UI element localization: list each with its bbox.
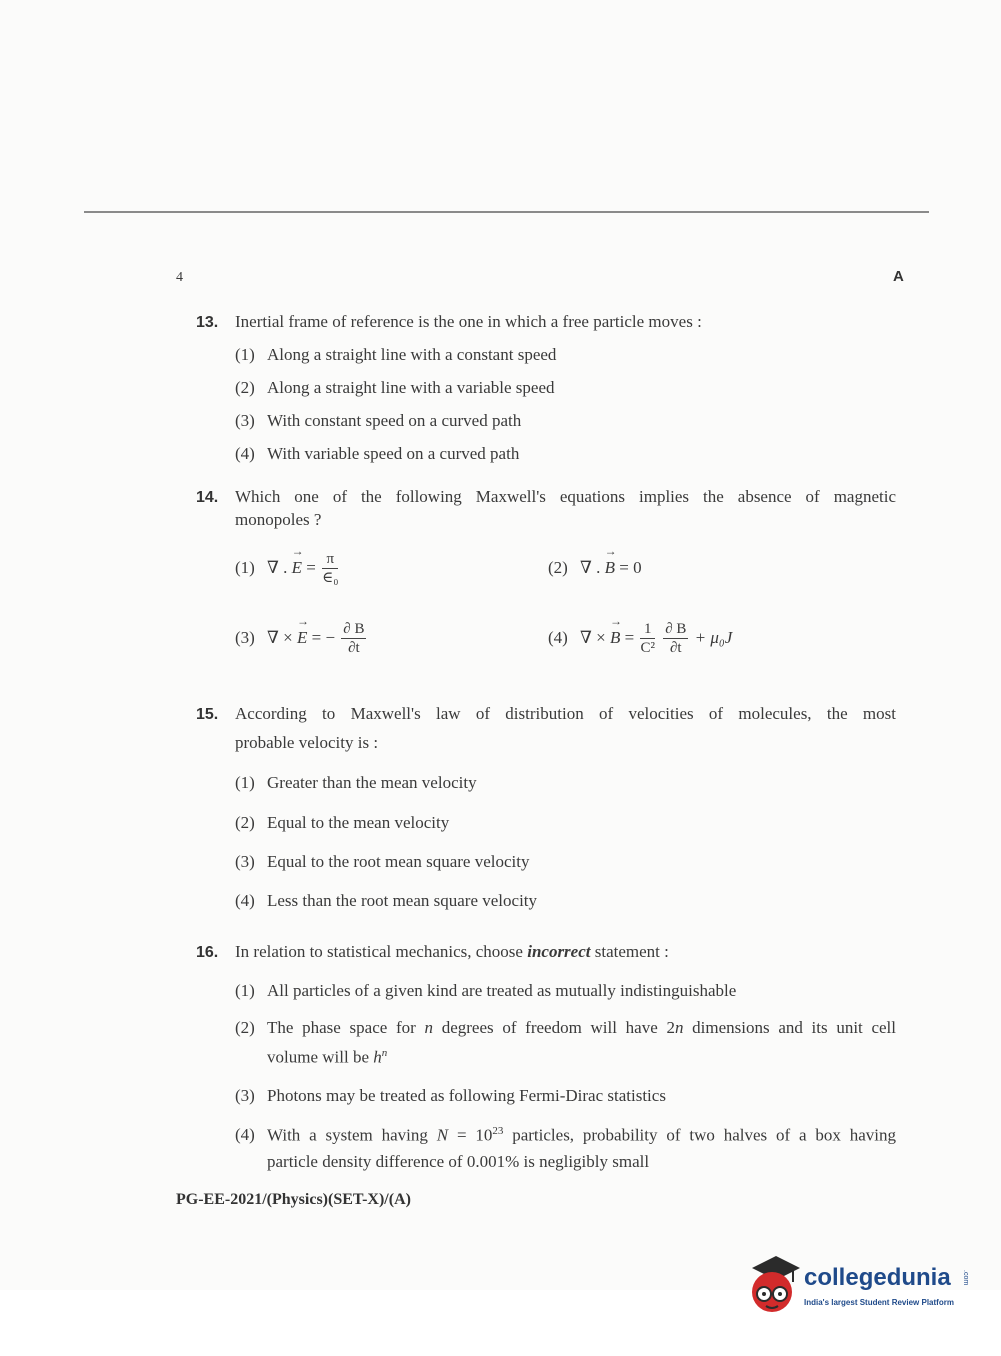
paper-code-footer: PG-EE-2021/(Physics)(SET-X)/(A)	[176, 1191, 411, 1208]
option-2-line1: The phase space for n degrees of freedom will have 2n dimensions and its unit cell	[267, 1018, 897, 1037]
option-2-number: (2)	[235, 1018, 255, 1037]
option-2-line2: volume will be $h^n$	[267, 1047, 388, 1067]
question-number: 13.	[196, 314, 219, 331]
option-1: (1) All particles of a given kind are treated as mutually indistinguishable	[235, 981, 737, 1000]
question-number: 16.	[196, 944, 219, 961]
option-4: (4) Less than the root mean square velocity	[235, 891, 538, 910]
collegedunia-watermark	[742, 1254, 972, 1318]
question-text-line1: According to Maxwell's law of distribution of velocities of molecules, the most	[235, 704, 896, 723]
option-2-equation: (2) ∇ . → B = 0	[548, 558, 642, 578]
question-number: 15.	[196, 706, 219, 723]
option-4-line2: particle density difference of 0.001% is negligibly small	[267, 1152, 650, 1171]
option-4-line1: With a system having $N = 10^{23}$ particles, probability of two halves of a box having	[267, 1125, 896, 1145]
question-text-line2: monopoles ?	[235, 510, 322, 529]
page-number: 4	[176, 270, 183, 285]
question-text: Inertial frame of reference is the one in which a free particle moves :	[235, 312, 702, 331]
option-3-equation: (3) ∇ × → E = − $\frac{\partial B}{\partial t}$	[235, 622, 368, 656]
option-4-number: (4)	[235, 1125, 255, 1144]
question-number: 14.	[196, 489, 219, 506]
option-3: (3) Photons may be treated as following Fermi-Dirac statistics	[235, 1086, 666, 1105]
top-rule	[84, 211, 929, 213]
question-text: In relation to statistical mechanics, choose incorrect statement :	[235, 942, 669, 961]
brand-tagline: India's largest Student Review Platform	[804, 1298, 954, 1307]
brand-name: collegedunia	[804, 1264, 951, 1291]
option-3: (3) Equal to the root mean square velocity	[235, 852, 530, 871]
graduate-mascot-icon	[742, 1254, 802, 1316]
option-3: (3) With constant speed on a curved path	[235, 411, 522, 430]
set-code: A	[893, 268, 904, 285]
brand-suffix: .com	[962, 1270, 969, 1286]
option-1: (1) Along a straight line with a constant speed	[235, 345, 557, 364]
question-text-line2: probable velocity is :	[235, 733, 379, 752]
option-1: (1) Greater than the mean velocity	[235, 773, 477, 792]
option-4-equation: (4) ∇ × → B = $\frac{1}{\text{C²}}$ $\frac{\partial B}{\partial t}$ + μ₀J	[548, 622, 732, 656]
option-1-equation: (1) ∇ . → E = $\frac{\pi}{\text{∈₀}}$	[235, 552, 340, 586]
option-2: (2) Along a straight line with a variable speed	[235, 378, 555, 397]
option-2: (2) Equal to the mean velocity	[235, 813, 450, 832]
question-text-line1: Which one of the following Maxwell's equations implies the absence of magnetic	[235, 487, 896, 506]
option-4: (4) With variable speed on a curved path	[235, 444, 520, 463]
